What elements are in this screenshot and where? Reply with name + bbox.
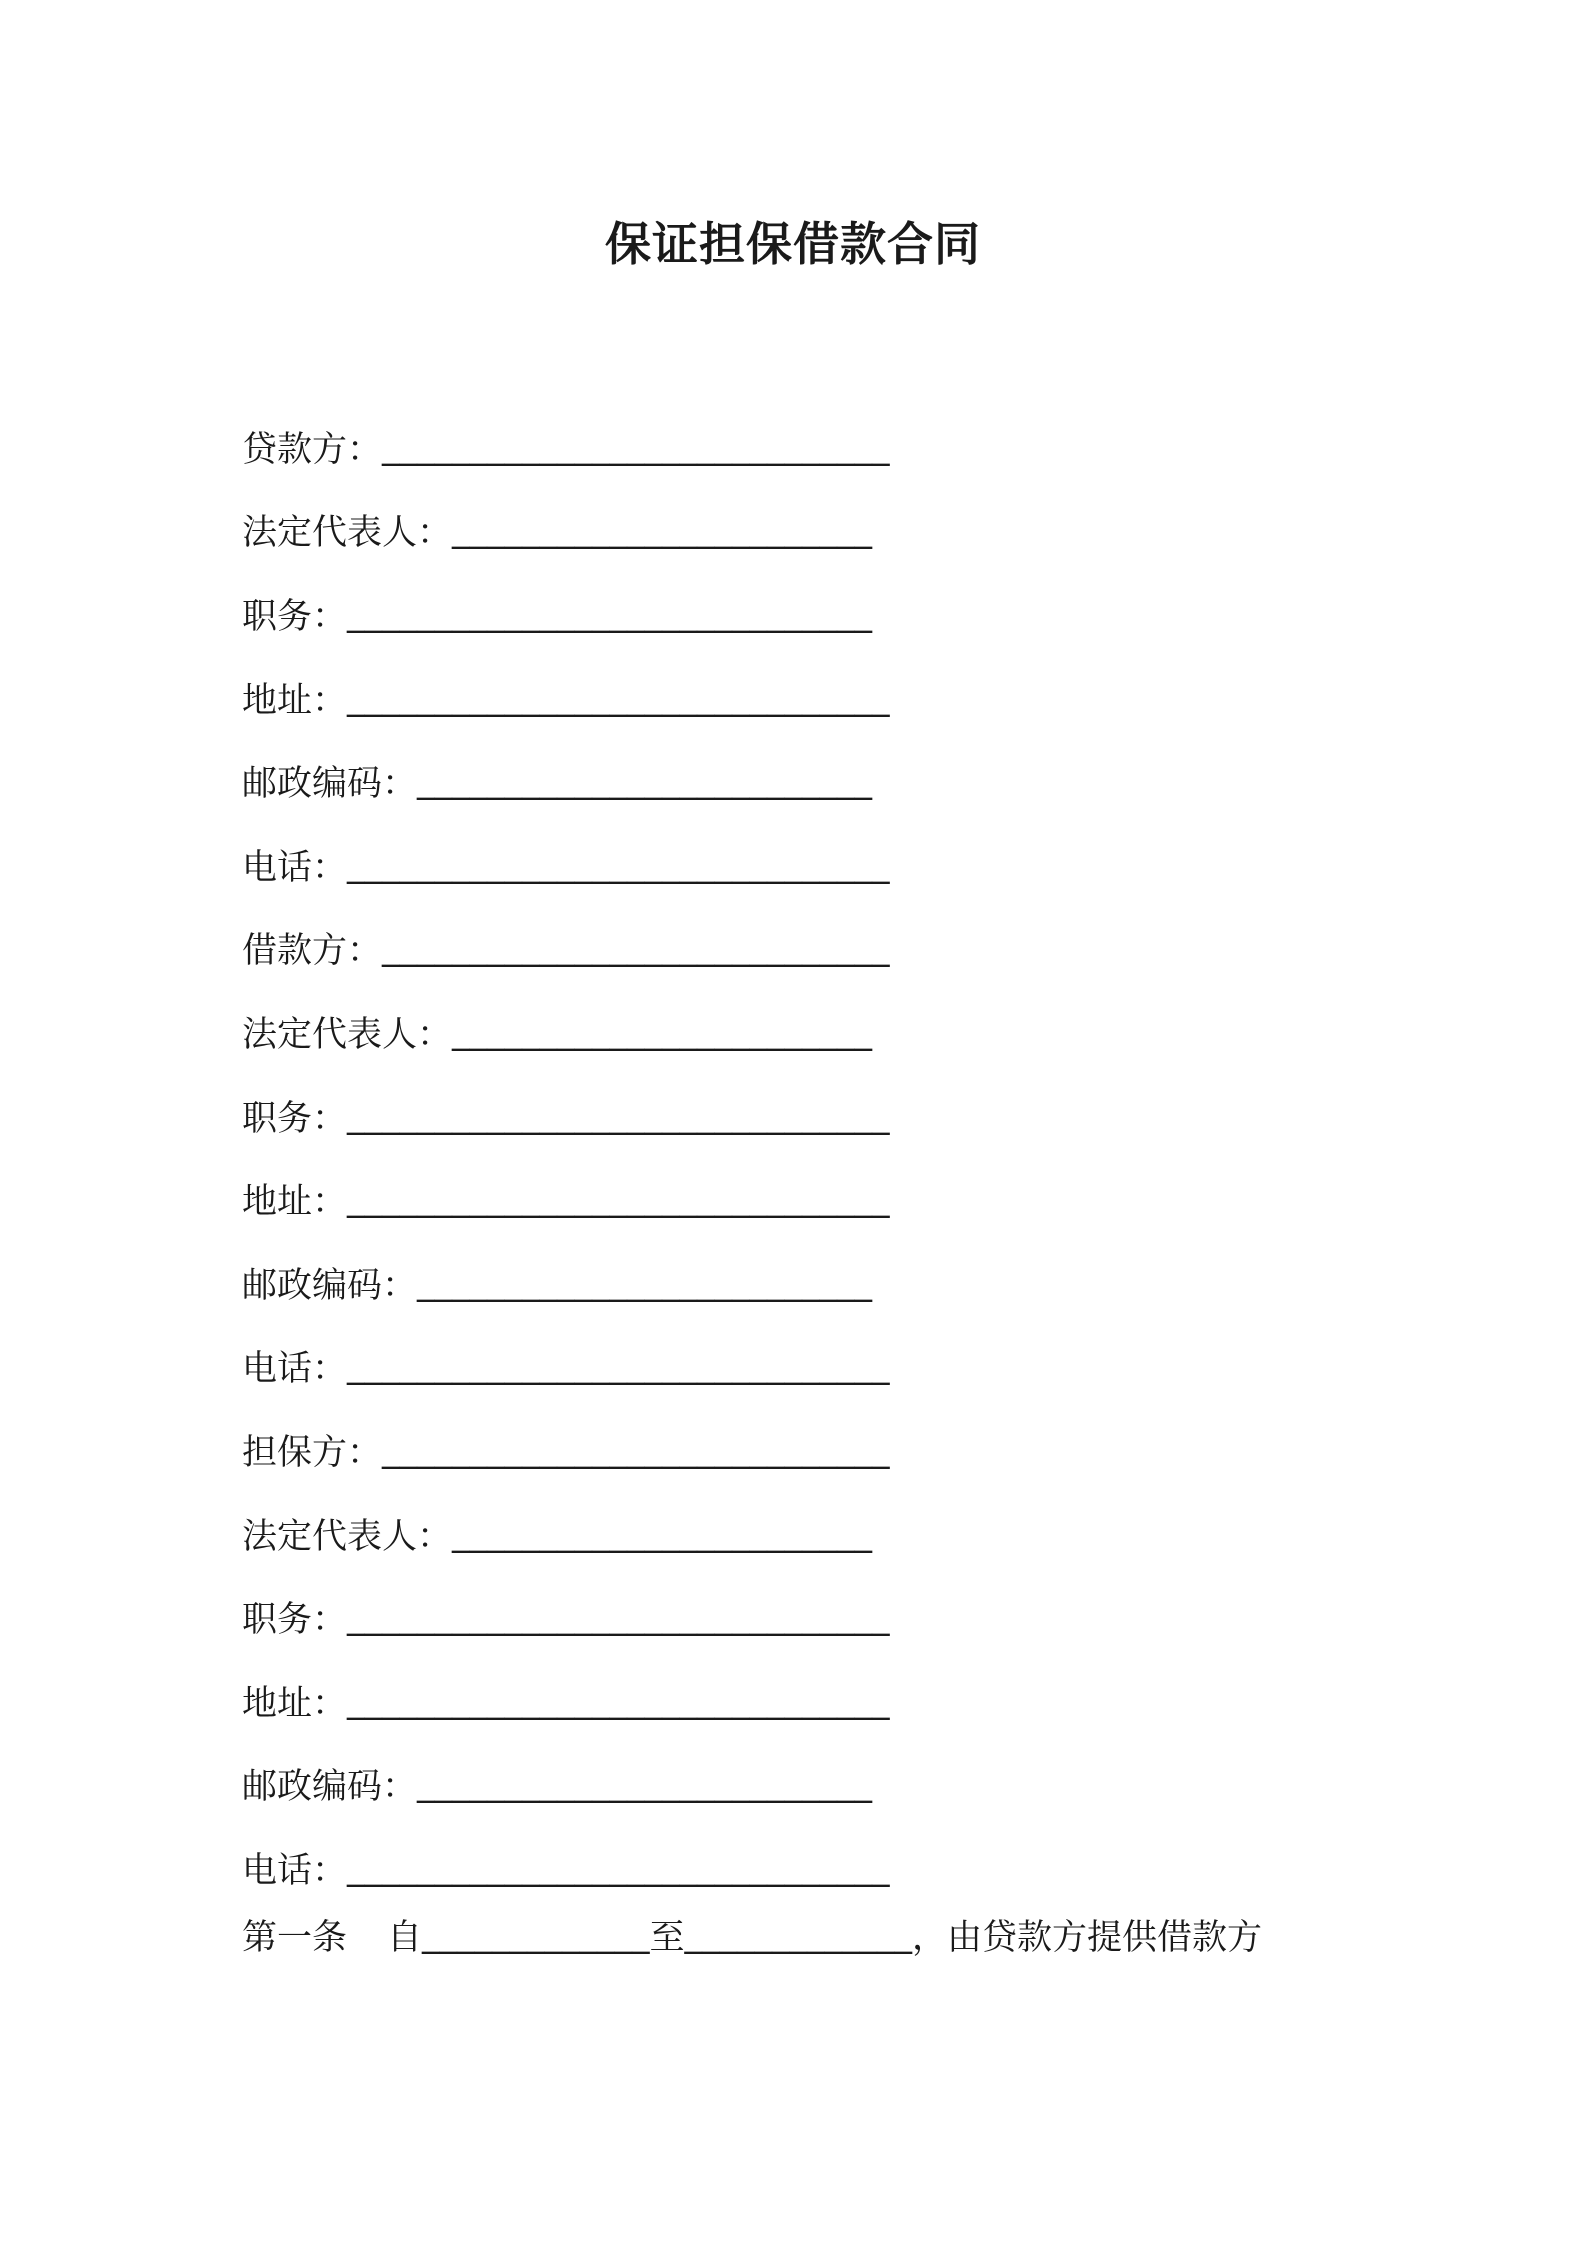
fill-in-blank[interactable]: _______________________________ xyxy=(347,1179,890,1220)
lender-representative-row xyxy=(242,489,1442,573)
fill-in-blank[interactable]: __________________________ xyxy=(417,1262,873,1303)
fill-in-blank[interactable]: _______________________________ xyxy=(347,1847,890,1888)
field-label: 邮政编码： xyxy=(242,764,418,805)
field-label: 电话： xyxy=(242,1349,348,1390)
clause-to-blank[interactable]: _____________ xyxy=(684,1915,913,1955)
guarantor-row xyxy=(242,1408,1442,1492)
clause-1 xyxy=(242,1910,1442,1960)
field-label: 地址： xyxy=(242,1182,348,1223)
borrower-row xyxy=(242,907,1442,991)
lender-address-row xyxy=(242,656,1442,740)
fill-in-blank[interactable]: ________________________ xyxy=(452,510,873,551)
field-label: 邮政编码： xyxy=(242,1767,418,1808)
borrower-postcode-row xyxy=(242,1241,1442,1325)
field-label: 邮政编码： xyxy=(242,1265,418,1306)
fill-in-blank[interactable]: __________________________ xyxy=(417,761,873,802)
field-label: 电话： xyxy=(242,1850,348,1891)
guarantor-position-row xyxy=(242,1575,1442,1659)
fill-in-blank[interactable]: ________________________ xyxy=(452,1513,873,1554)
field-label: 法定代表人： xyxy=(242,513,453,554)
field-label: 法定代表人： xyxy=(242,1014,453,1055)
clause-to-label: 至 xyxy=(649,1918,685,1958)
borrower-phone-row xyxy=(242,1325,1442,1409)
field-label: 电话： xyxy=(242,847,348,888)
fill-in-blank[interactable]: _______________________________ xyxy=(347,1680,890,1721)
fill-in-blank[interactable]: _______________________________ xyxy=(347,1346,890,1387)
field-label: 职务： xyxy=(242,1098,348,1139)
fill-in-blank[interactable]: __________________________ xyxy=(417,1764,873,1805)
fill-in-blank[interactable]: _____________________________ xyxy=(382,928,890,969)
lender-phone-row xyxy=(242,823,1442,907)
clause-from-label: 自 xyxy=(387,1918,423,1958)
lender-position-row xyxy=(242,572,1442,656)
borrower-position-row xyxy=(242,1074,1442,1158)
borrower-address-row xyxy=(242,1157,1442,1241)
field-label: 地址： xyxy=(242,680,348,721)
document-title: 保证担保借款合同 xyxy=(605,217,981,271)
clause-number: 第一条 xyxy=(242,1918,348,1958)
fill-in-blank[interactable]: _______________________________ xyxy=(347,677,890,718)
guarantor-address-row xyxy=(242,1659,1442,1743)
clause-tail-text: ，由贷款方提供借款方 xyxy=(912,1918,1263,1958)
guarantor-representative-row xyxy=(242,1492,1442,1576)
party-fields xyxy=(242,405,1442,1910)
fill-in-blank[interactable]: _____________________________ xyxy=(382,1429,890,1470)
fill-in-blank[interactable]: _______________________________ xyxy=(347,1095,890,1136)
clause-from-blank[interactable]: _____________ xyxy=(422,1915,650,1955)
borrower-representative-row xyxy=(242,990,1442,1074)
fill-in-blank[interactable]: _____________________________ xyxy=(382,426,890,467)
field-label: 职务： xyxy=(242,596,348,637)
field-label: 贷款方： xyxy=(242,429,383,470)
fill-in-blank[interactable]: ________________________ xyxy=(452,1011,873,1052)
lender-row xyxy=(242,405,1442,489)
field-label: 地址： xyxy=(242,1683,348,1724)
fill-in-blank[interactable]: _______________________________ xyxy=(347,1597,890,1638)
field-label: 职务： xyxy=(242,1600,348,1641)
guarantor-phone-row xyxy=(242,1826,1442,1910)
field-label: 法定代表人： xyxy=(242,1516,453,1557)
lender-postcode-row xyxy=(242,739,1442,823)
field-label: 借款方： xyxy=(242,931,383,972)
fill-in-blank[interactable]: ______________________________ xyxy=(347,593,873,634)
guarantor-postcode-row xyxy=(242,1743,1442,1827)
fill-in-blank[interactable]: _______________________________ xyxy=(347,844,890,885)
field-label: 担保方： xyxy=(242,1432,383,1473)
